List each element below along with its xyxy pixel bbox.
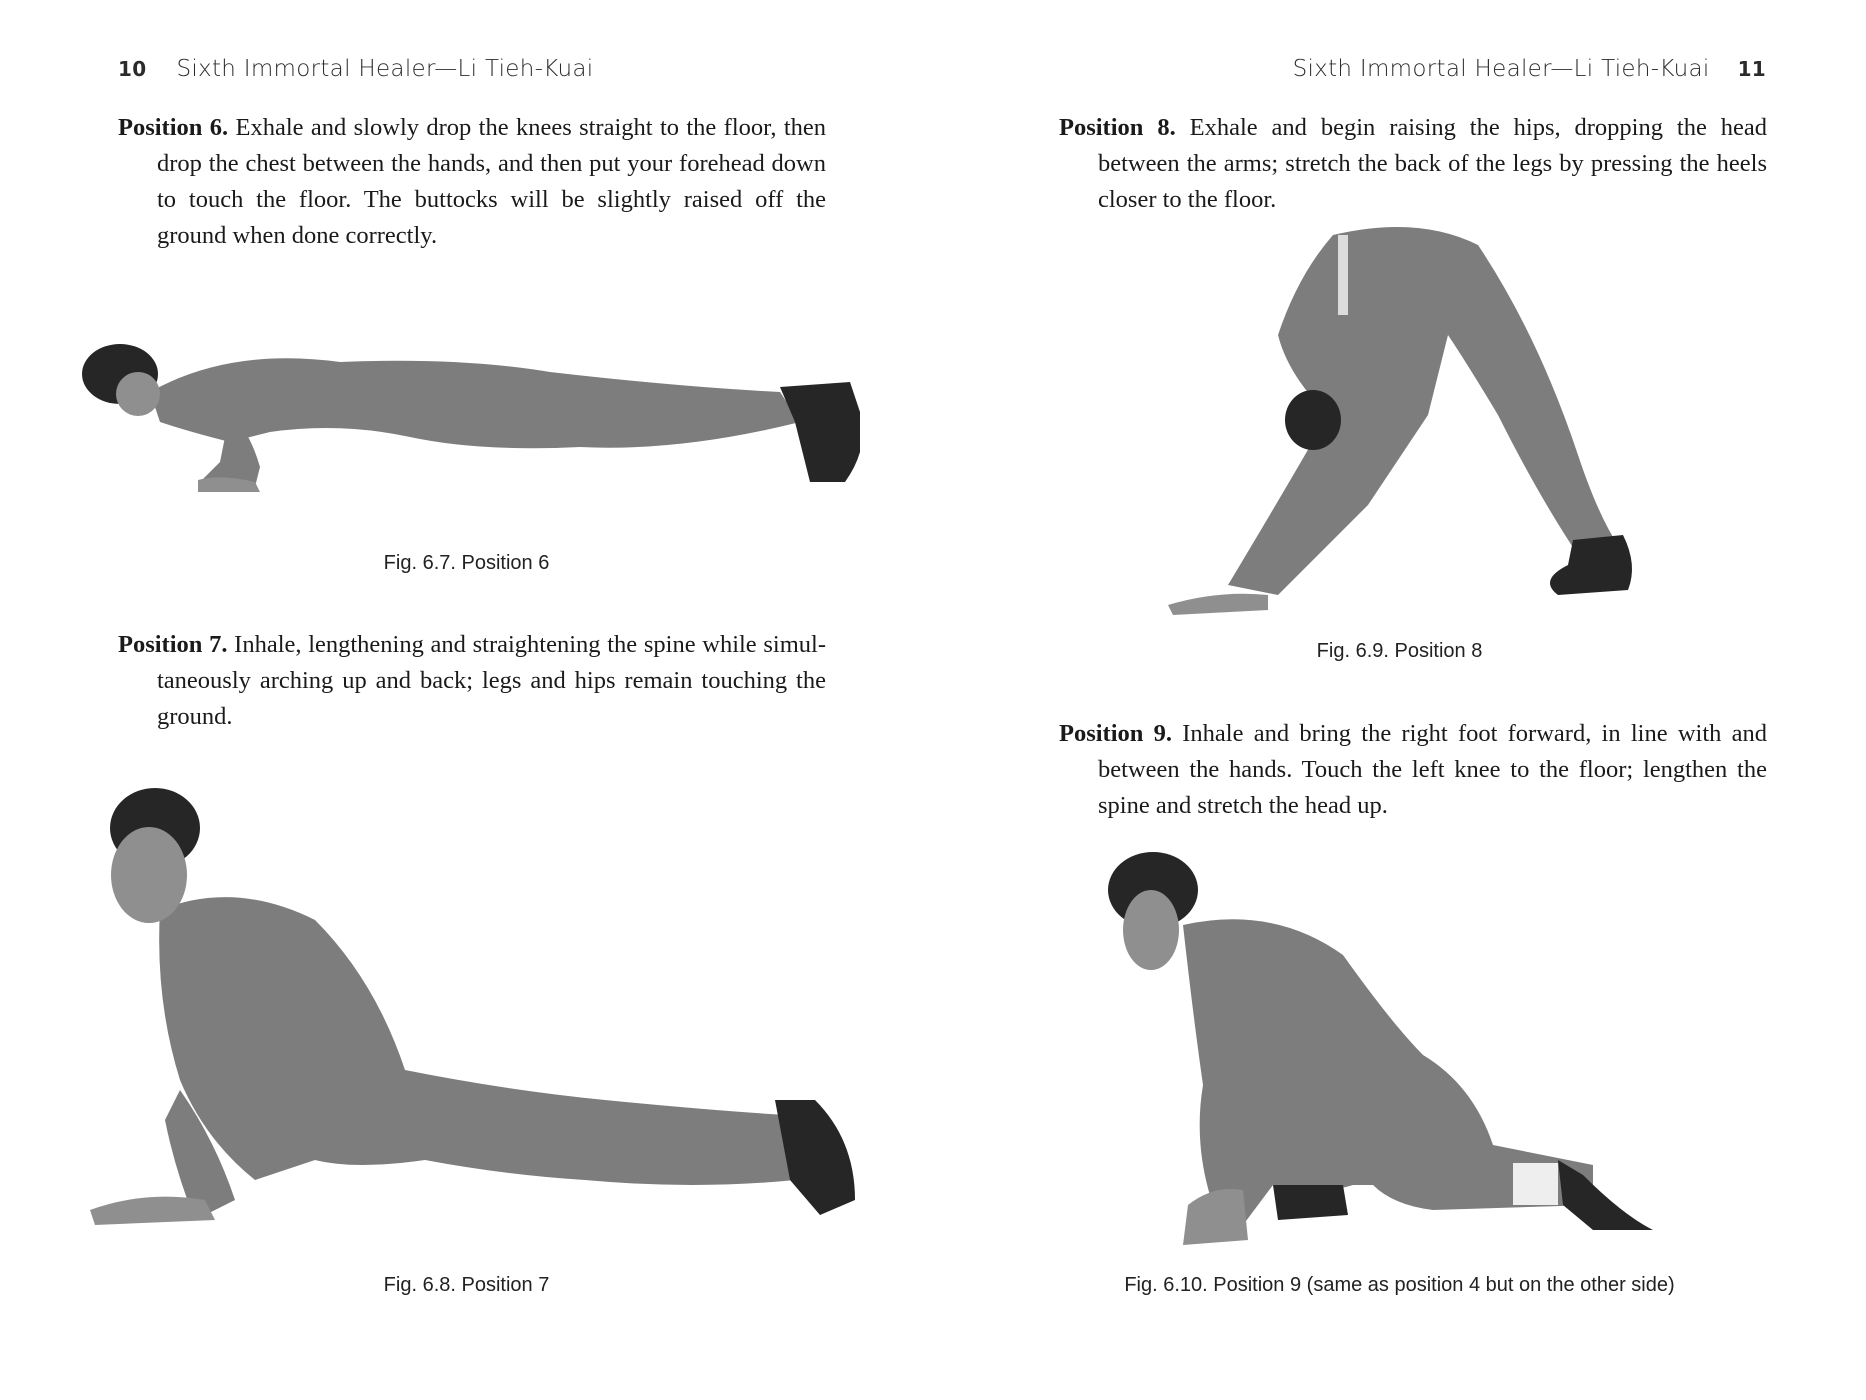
- figure-6-8-photo: [85, 780, 865, 1250]
- figure-6-7-caption: Fig. 6.7. Position 6: [383, 552, 550, 574]
- figure-6-10-photo: [1093, 845, 1693, 1255]
- position-8-heading: Position 8.: [1059, 114, 1176, 141]
- page-number: 11: [1737, 57, 1766, 81]
- running-head-left: [118, 56, 593, 82]
- position-9-heading: Position 9.: [1059, 720, 1173, 747]
- page-number: 10: [118, 57, 147, 81]
- position-7-heading: Position 7.: [118, 631, 228, 658]
- running-head-title: Sixth Immortal Healer—Li Tieh-Kuai: [1292, 56, 1710, 82]
- position-6-heading: Position 6.: [118, 114, 229, 141]
- figure-6-7-photo: [80, 312, 860, 512]
- position-6-text: Exhale and slowly drop the knees straight to the floor, then drop the chest between the hands, and then put your forehead down to touch the floor. The buttocks will be slightly raised off the ground when done correctly.: [157, 114, 826, 249]
- figure-6-9-caption: Fig. 6.9. Position 8: [1316, 640, 1483, 662]
- figure-6-10-caption: Fig. 6.10. Position 9 (same as position 4 but on the other side): [1124, 1274, 1675, 1296]
- position-7-text: Inhale, lengthening and straightening the spine while simul-taneously arching up and back; legs and hips remain touching the ground.: [157, 631, 826, 730]
- right-page: [933, 0, 1866, 1400]
- running-head-title: Sixth Immortal Healer—Li Tieh-Kuai: [176, 56, 594, 82]
- position-7-paragraph: [118, 627, 826, 735]
- position-8-text: Exhale and begin raising the hips, dropping the head between the arms; stretch the back of the legs by pressing the heels closer to the floor.: [1098, 114, 1767, 213]
- position-9-paragraph: [1059, 716, 1767, 824]
- position-9-text: Inhale and bring the right foot forward, in line with and between the hands. Touch the left knee to the floor; lengthen the spine and stretch the head up.: [1098, 720, 1767, 819]
- figure-6-8-caption: Fig. 6.8. Position 7: [383, 1274, 550, 1296]
- running-head-right: [1293, 56, 1766, 82]
- figure-6-9-photo: [1138, 215, 1638, 635]
- position-8-paragraph: [1059, 110, 1767, 218]
- position-6-paragraph: [118, 110, 826, 254]
